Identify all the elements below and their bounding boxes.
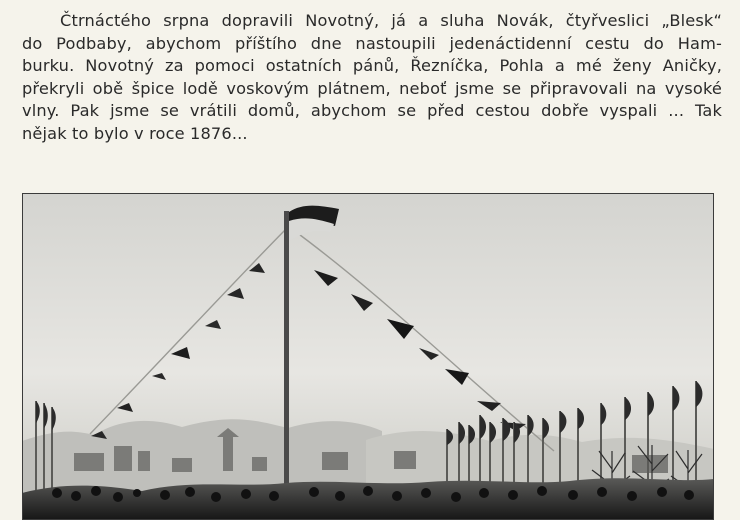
paragraph-line: překryli obě špice lodě voskovým plátnem, neboť jsme se připravovali na vysoké	[22, 78, 722, 98]
paragraph-line: Čtrnáctého srpna dopravili Novotný, já a sluha Novák, čtyřveslici „Blesk“	[60, 11, 722, 30]
paragraph-line: burku. Novotný za pomoci ostatních pánů, Řezníčka, Pohla a mé ženy Aničky,	[22, 56, 722, 75]
paragraph-line: nějak to bylo v roce 1876...	[22, 123, 248, 143]
body-text	[22, 10, 722, 145]
rowing-event-photo	[22, 193, 714, 520]
paragraph-line: do Podbaby, abychom příštího dne nastoupili jedenáctidenní cestu do Ham-	[22, 33, 722, 53]
historic-photo	[22, 193, 714, 520]
paragraph-line: vlny. Pak jsme se vrátili domů, abychom se před cestou dobře vyspali ... Tak	[22, 101, 722, 120]
